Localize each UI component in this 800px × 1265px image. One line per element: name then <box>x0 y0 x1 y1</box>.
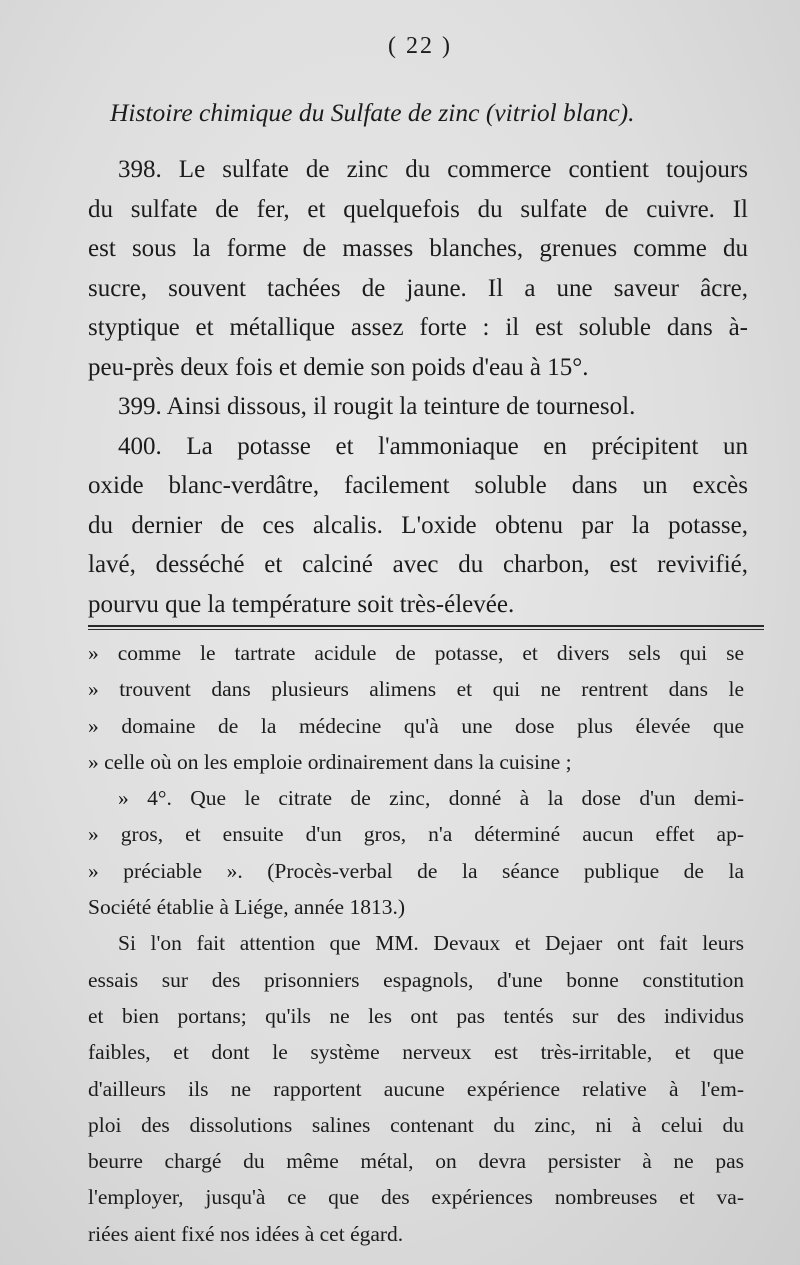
footnote-line: faibles, et dont le système nerveux est très-irritable, et que <box>88 1040 744 1065</box>
footnote-line: » celle où on les emploie ordinairement dans la cuisine ; <box>88 749 572 774</box>
footnote-line: Société établie à Liége, année 1813.) <box>88 895 405 920</box>
footnote-line: beurre chargé du même métal, on devra persister à ne pas <box>88 1149 744 1174</box>
footnote-line: » préciable ». (Procès-verbal de la séance publique de la <box>88 858 744 883</box>
footnote-text-block <box>88 635 744 1252</box>
footnote-line: » 4°. Que le citrate de zinc, donné à la dose d'un demi- <box>118 786 744 811</box>
footnote-line: riées aient fixé nos idées à cet égard. <box>88 1221 404 1246</box>
footnote-line: » trouvent dans plusieurs alimens et qui ne rentrent dans le <box>88 677 744 702</box>
main-line: oxide blanc-verdâtre, facilement soluble dans un excès <box>88 472 748 499</box>
footnote-line: essais sur des prisonniers espagnols, d'une bonne constitution <box>88 967 744 992</box>
main-text-block <box>88 150 748 624</box>
main-line: pourvu que la température soit très-élevée. <box>88 590 515 618</box>
main-line: est sous la forme de masses blanches, grenues comme du <box>88 235 748 262</box>
main-line: peu-près deux fois et demie son poids d'eau à 15°. <box>88 353 589 381</box>
main-line: styptique et métallique assez forte : il est soluble dans à- <box>88 314 748 341</box>
main-line: sucre, souvent tachées de jaune. Il a une saveur âcre, <box>88 274 748 302</box>
main-line: 399. Ainsi dissous, il rougit la teinture de tournesol. <box>118 393 636 420</box>
footnote-line: » comme le tartrate acidule de potasse, et divers sels qui se <box>88 641 744 665</box>
main-line: lavé, desséché et calciné avec du charbon, est revivifié, <box>88 551 748 578</box>
footnote-line: l'employer, jusqu'à ce que des expériences nombreuses et va- <box>88 1185 744 1210</box>
section-heading: Histoire chimique du Sulfate de zinc (vitriol blanc). <box>110 98 635 127</box>
footnote-line: et bien portans; qu'ils ne les ont pas tentés sur des individus <box>88 1003 744 1028</box>
footnote-divider <box>88 625 764 630</box>
footnote-line: » gros, et ensuite d'un gros, n'a déterminé aucun effet ap- <box>88 822 744 847</box>
footnote-line: d'ailleurs ils ne rapportent aucune expérience relative à l'em- <box>88 1076 744 1101</box>
main-line: du dernier de ces alcalis. L'oxide obtenu par la potasse, <box>88 511 748 539</box>
footnote-line: » domaine de la médecine qu'à une dose plus élevée que <box>88 713 744 738</box>
footnote-line: ploi des dissolutions salines contenant du zinc, ni à celui du <box>88 1112 744 1137</box>
page-number: ( 22 ) <box>388 33 452 59</box>
main-line: 400. La potasse et l'ammoniaque en précipitent un <box>118 432 748 460</box>
main-line: 398. Le sulfate de zinc du commerce contient toujours <box>118 156 748 183</box>
footnote-line: Si l'on fait attention que MM. Devaux et Dejaer ont fait leurs <box>118 931 744 956</box>
main-line: du sulfate de fer, et quelquefois du sulfate de cuivre. Il <box>88 195 748 223</box>
